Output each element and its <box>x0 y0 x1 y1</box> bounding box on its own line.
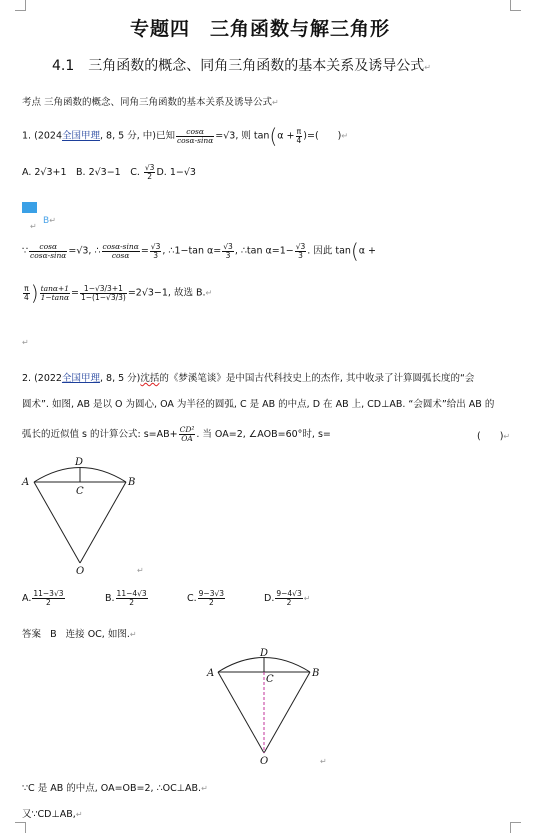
sol-frac2-den: cosα <box>111 250 130 260</box>
q2-option-c-label: C. <box>187 592 197 604</box>
sol-frac3-den: 3 <box>153 250 158 260</box>
label-O: O <box>76 566 85 575</box>
q1-solution-line1 <box>22 241 376 261</box>
paragraph-mark-icon: ↵ <box>137 566 144 575</box>
sol-frac5-den: 3 <box>298 250 303 260</box>
label-B-2: B <box>312 668 320 679</box>
q2-formula-den: OA <box>181 434 193 443</box>
sol2-pi-fraction <box>23 285 30 302</box>
q2-answer-text: 连接 OC, 如图. <box>65 629 130 640</box>
paragraph-mark-icon: ↵ <box>272 98 279 107</box>
q2-option-b-num: 11−4√3 <box>116 589 147 598</box>
q2-source-year: 2. (2022 <box>22 373 62 384</box>
q2-step2 <box>22 806 83 820</box>
q1-solution-line2 <box>22 283 212 303</box>
empty-line-mark-icon: ↵ <box>30 222 37 231</box>
page-corner-top-right <box>510 0 521 11</box>
sol2-bigfrac <box>80 285 127 302</box>
q2-step1-text: ∵C 是 AB 的中点, OA=OB=2, ∴OC⊥AB. <box>22 783 202 794</box>
sol-frac1-num: cosα <box>29 243 67 252</box>
q1-given-den: cosα-sinα <box>176 135 214 145</box>
q2-formula-fraction <box>179 426 196 443</box>
q1-stem <box>22 126 348 146</box>
q2-source-link[interactable]: 全国甲理 <box>61 373 100 384</box>
q1-source-year: (2024 <box>34 130 62 142</box>
sol-frac2 <box>102 243 140 260</box>
sol2-four: 4 <box>24 292 29 302</box>
paragraph-mark-icon: ↵ <box>341 131 349 141</box>
sol-frac5-num: √3 <box>295 241 306 251</box>
q2-option-d-num: 9−4√3 <box>276 589 302 598</box>
sol-frac3 <box>150 243 162 260</box>
q1-given-fraction <box>176 128 214 145</box>
q2-formula-post: . 当 OA=2, ∠AOB=60°时, s= <box>196 429 331 440</box>
paragraph-mark-icon: ↵ <box>201 784 208 793</box>
q2-option-c-den: 2 <box>208 597 214 607</box>
label-C-2: C <box>266 674 274 685</box>
sol-frac4-num: √3 <box>223 241 233 251</box>
sol-alpha: α + <box>358 245 376 257</box>
q2-stem-line1 <box>22 370 474 384</box>
q1-given-num: cosα <box>176 128 214 137</box>
paragraph-mark-icon: ↵ <box>424 63 431 72</box>
label-D: D <box>75 457 84 468</box>
q2-source-meta: , 8, 5 分) <box>99 373 141 384</box>
q2-line1-rest: 的《梦溪笔谈》是中国古代科技史上的杰作, 其中收录了计算圆弧长度的“会 <box>159 373 475 384</box>
sol2-pi: π <box>24 283 29 293</box>
q2-option-b-fraction <box>116 590 148 607</box>
answer-badge-icon <box>22 202 37 213</box>
sol2-frac1 <box>40 285 70 302</box>
sol2-result: =2√3−1, 故选 B. <box>127 287 206 299</box>
q2-formula-num: CD² <box>179 425 195 435</box>
q2-option-a-label: A. <box>22 592 32 604</box>
q1-option-c-num: √3 <box>144 163 155 173</box>
sol-because: ∵ <box>22 245 29 257</box>
sol-frac1-den: cosα-sinα <box>30 250 67 260</box>
sol2-frac1-num: tanα+1 <box>40 283 70 293</box>
q2-option-c-num: 9−3√3 <box>198 589 225 598</box>
q2-answer-label: 答案 <box>22 629 42 640</box>
q2-option-b-den: 2 <box>129 597 135 607</box>
radius-OA-2 <box>218 672 264 753</box>
radius-OB <box>80 482 126 563</box>
paragraph-mark-icon: ↵ <box>303 593 311 603</box>
label-D-2: D <box>260 648 269 659</box>
q2-step2-text: 又∵CD⊥AB, <box>22 809 76 820</box>
q1-answer-badge <box>22 198 37 217</box>
q2-option-a-fraction <box>32 590 64 607</box>
q2-spellcheck-word[interactable]: 沈括 <box>140 373 160 384</box>
q2-option-c-fraction <box>198 590 225 607</box>
topic-heading <box>22 94 279 108</box>
q1-number: 1. <box>22 130 32 142</box>
page-corner-top-left <box>15 0 26 11</box>
sol2-right-paren: ) <box>30 281 39 305</box>
q2-stem-line2: 圆术”. 如图, AB 是以 O 为圆心, OA 为半径的圆弧, C 是 AB 的中点, D 在 AB 上, CD⊥AB. “会圆术”给出 AB 的 <box>22 399 495 410</box>
q1-four: 4 <box>296 135 302 145</box>
sol-mid2: , ∴tan α=1− <box>234 245 294 257</box>
sol-mid: , ∴1−tan α= <box>162 245 222 257</box>
q2-option-b <box>105 590 149 607</box>
sol-frac1 <box>29 243 67 260</box>
page-corner-bottom-left <box>15 822 26 833</box>
q2-option-d <box>264 590 310 607</box>
q1-pi: π <box>296 126 302 136</box>
paragraph-mark-icon: ↵ <box>75 810 83 819</box>
chapter-title: 专题四 三角函数与解三角形 <box>130 18 391 40</box>
paragraph-mark-icon: ↵ <box>320 757 327 766</box>
q2-option-b-label: B. <box>105 592 115 604</box>
sol-eq1: =√3, ∴ <box>68 245 101 257</box>
q2-option-c <box>187 590 226 607</box>
q1-pi-fraction <box>296 128 303 145</box>
sol-frac3-num: √3 <box>150 241 161 251</box>
sol-end: . 因此 tan <box>307 245 351 257</box>
sol2-eq: = <box>71 287 79 299</box>
q2-answer-blank: ( ) <box>477 431 504 442</box>
sol-eq2: = <box>140 245 149 257</box>
section-title <box>52 55 431 75</box>
q2-solution-figure <box>202 645 327 767</box>
label-O-2: O <box>260 756 269 767</box>
topic-heading-text: 考点 三角函数的概念、同角三角函数的基本关系及诱导公式 <box>22 97 273 108</box>
sol2-frac1-den: 1−tanα <box>40 292 70 302</box>
q2-option-d-fraction <box>275 590 302 607</box>
q1-options-ab: A. 2√3+1 B. 2√3−1 C. <box>22 167 143 178</box>
q2-figure <box>20 455 145 575</box>
sol-left-paren: ( <box>350 239 359 263</box>
q1-answer-letter: B <box>43 216 50 226</box>
q2-option-a-num: 11−3√3 <box>33 589 64 598</box>
sol2-bigfrac-den: 1−(1−√3/3) <box>81 292 126 302</box>
sol-frac4 <box>222 243 234 260</box>
q1-options <box>22 164 196 181</box>
label-A: A <box>22 477 30 488</box>
q2-option-d-den: 2 <box>286 597 292 607</box>
q1-alpha: α + <box>277 130 295 142</box>
q1-source-link[interactable]: 全国甲理 <box>62 130 101 142</box>
q1-option-c-fraction <box>144 164 156 181</box>
q1-left-paren: ( <box>269 124 278 148</box>
q1-answer-letter-wrap <box>43 208 56 227</box>
page-corner-bottom-right <box>510 822 521 833</box>
section-title-text: 4.1 三角函数的概念、同角三角函数的基本关系及诱导公式 <box>52 58 425 74</box>
q2-answer-paren <box>477 428 510 442</box>
sol-frac2-num: cosα-sinα <box>102 241 139 251</box>
q1-given-eq: =√3, 则 tan <box>215 130 270 142</box>
q2-formula-pre: 弧长的近似值 s 的计算公式: s=AB+ <box>22 429 178 440</box>
radius-OA <box>34 482 80 563</box>
q1-option-c-den: 2 <box>147 172 153 181</box>
paragraph-mark-icon: ↵ <box>129 630 137 639</box>
q2-answer-line <box>22 626 137 640</box>
q1-source-meta: , 8, 5 分, 中)已知 <box>100 130 175 142</box>
paragraph-mark-icon: ↵ <box>205 288 213 298</box>
q2-option-a <box>22 590 66 607</box>
sol-frac4-den: 3 <box>225 250 231 260</box>
sol2-bigfrac-num: 1−√3/3+1 <box>80 285 127 294</box>
q1-option-d: D. 1−√3 <box>156 167 196 178</box>
q2-option-a-den: 2 <box>46 597 51 607</box>
empty-line-mark-icon: ↵ <box>22 338 29 347</box>
q2-step1 <box>22 780 208 794</box>
label-C: C <box>76 486 84 497</box>
label-A-2: A <box>207 668 215 679</box>
q1-tail: )=( ) <box>303 130 342 142</box>
q2-stem-line3 <box>22 426 331 443</box>
label-B: B <box>128 477 136 488</box>
q2-answer-value: B <box>50 629 57 640</box>
paragraph-mark-icon: ↵ <box>49 216 56 225</box>
sol-frac5 <box>295 243 307 260</box>
paragraph-mark-icon: ↵ <box>503 432 511 441</box>
q2-option-d-label: D. <box>264 592 275 604</box>
